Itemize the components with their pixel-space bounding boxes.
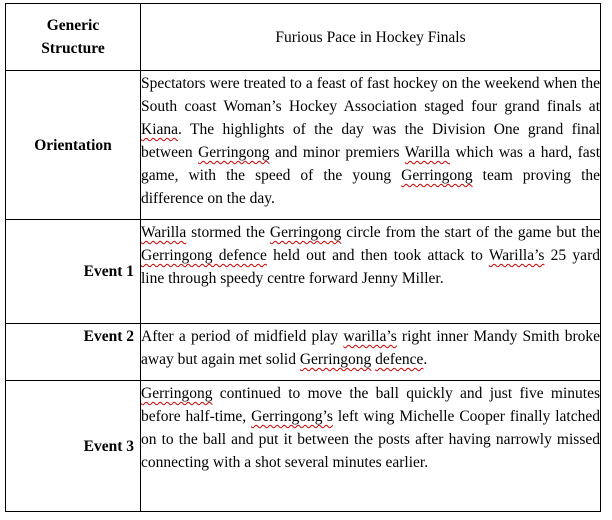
table-row-orientation bbox=[6, 71, 601, 220]
text-segment: . The highlights of the day was the Division One grand final between bbox=[141, 121, 600, 161]
table-row-event-3 bbox=[6, 381, 601, 512]
text-segment: held out and then took attack to bbox=[266, 247, 489, 264]
spellcheck-flagged-word: Kiana bbox=[141, 121, 179, 138]
table-header-row bbox=[6, 4, 601, 71]
article-title: Furious Pace in Hockey Finals bbox=[141, 4, 601, 71]
spellcheck-flagged-word: Warilla bbox=[404, 144, 451, 161]
table-row-event-2 bbox=[6, 324, 601, 381]
generic-structure-header: Generic Structure bbox=[6, 4, 141, 71]
row-text-orientation bbox=[141, 71, 601, 220]
text-segment: continued to move the ball quickly and just five minutes before half-time, bbox=[141, 385, 600, 425]
spellcheck-flagged-word: warilla’s bbox=[343, 328, 397, 345]
text-segment: After a period of midfield play bbox=[141, 328, 344, 345]
text-segment: team proving the difference on the day. bbox=[141, 167, 601, 207]
text-segment: Spectators were treated to a feast of fast hockey on the weekend when the South coast Woman’s Hockey Association staged four grand finals at bbox=[141, 75, 600, 115]
text-segment: and minor premiers bbox=[269, 144, 405, 161]
text-segment: left wing Michelle Cooper finally latched on to the ball and put it between the posts after having narrowly missed connecting with a shot several minutes earlier. bbox=[141, 408, 600, 471]
text-segment: which was a hard, fast game, with the speed of the young bbox=[141, 144, 600, 184]
spellcheck-flagged-word: Gerringong defence bbox=[141, 247, 267, 264]
table-row-event-1 bbox=[6, 220, 601, 324]
text-segment: circle from the start of the game but the bbox=[341, 224, 600, 241]
text-segment: 25 yard line through speedy centre forward Jenny Miller. bbox=[141, 247, 600, 287]
spellcheck-flagged-word: Gerringong bbox=[141, 385, 213, 402]
spellcheck-flagged-word: Gerringong bbox=[269, 224, 342, 241]
text-segment: stormed the bbox=[186, 224, 270, 241]
generic-structure-table bbox=[5, 3, 601, 512]
spellcheck-flagged-word: defence bbox=[375, 351, 424, 368]
spellcheck-flagged-word: Gerringong bbox=[299, 351, 372, 368]
row-label-event-3: Event 3 bbox=[6, 381, 141, 512]
spellcheck-flagged-word: Warilla’s bbox=[488, 247, 545, 264]
spellcheck-flagged-word: Gerringong’s bbox=[251, 408, 333, 425]
text-segment: . bbox=[423, 351, 428, 368]
row-label-orientation: Orientation bbox=[6, 71, 141, 220]
row-text-event-2 bbox=[141, 324, 601, 381]
row-label-event-1: Event 1 bbox=[6, 220, 141, 324]
spellcheck-flagged-word: Gerringong bbox=[198, 144, 270, 161]
text-segment: right inner Mandy Smith broke away but again met solid bbox=[141, 328, 601, 368]
spellcheck-flagged-word: Warilla bbox=[141, 224, 187, 241]
row-text-event-3 bbox=[141, 381, 601, 512]
spellcheck-flagged-word: Gerringong bbox=[401, 167, 473, 184]
row-label-event-2: Event 2 bbox=[6, 324, 141, 381]
row-text-event-1 bbox=[141, 220, 601, 324]
